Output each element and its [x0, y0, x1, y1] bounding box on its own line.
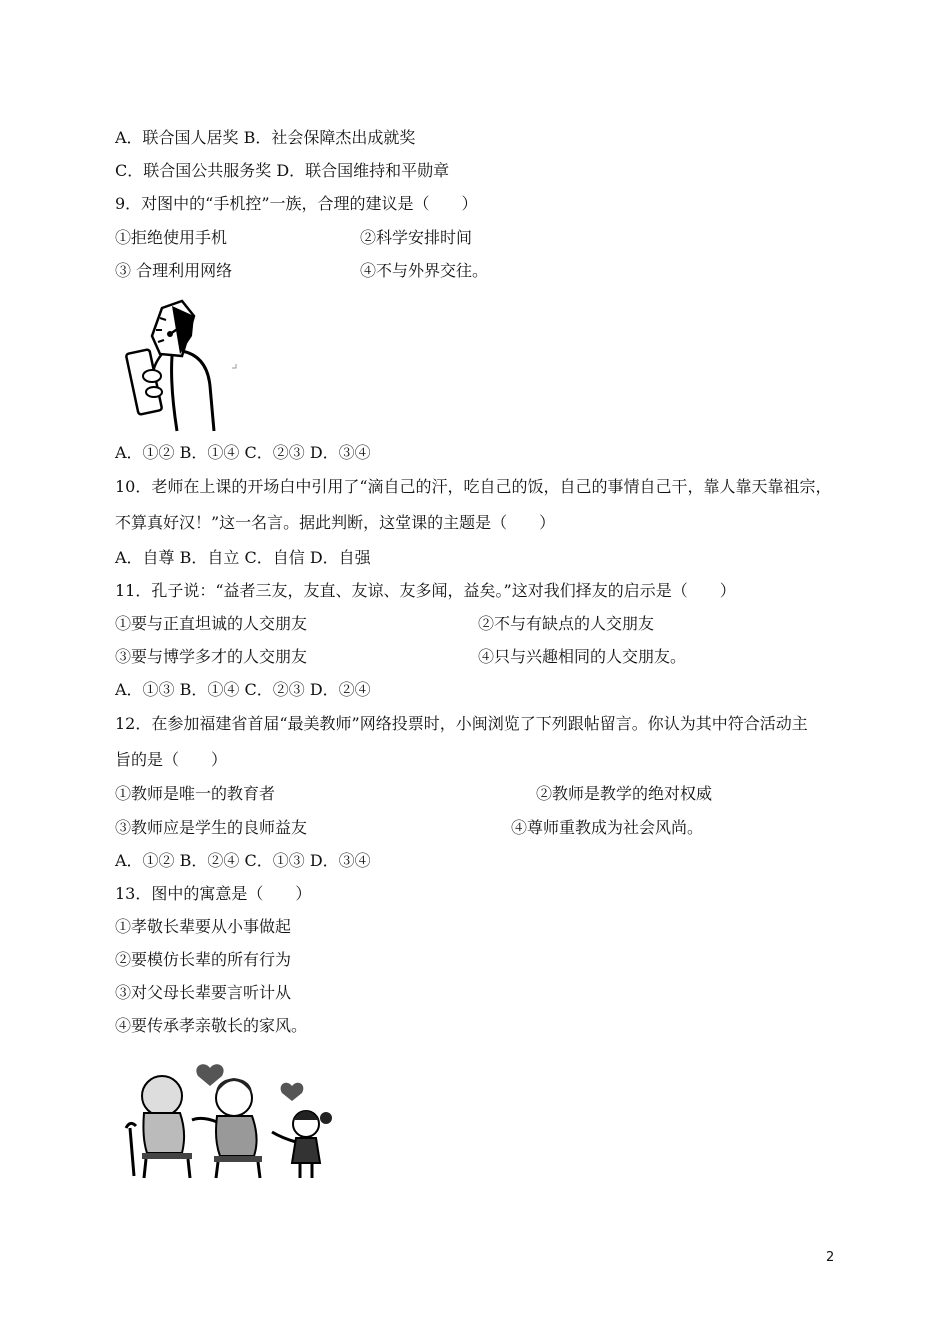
q12-stem-line1: 12．在参加福建省首届“最美教师”网络投票时，小闽浏览了下列跟帖留言。你认为其中符合活动主	[115, 714, 808, 733]
q12-option-1: ①教师是唯一的教育者	[115, 784, 276, 803]
phone-addict-illustration	[122, 296, 242, 436]
q12-answers: A．①② B．②④ C．①③ D．③④	[115, 851, 371, 870]
q10-stem-line1: 10．老师在上课的开场白中引用了“滴自己的汗，吃自己的饭，自己的事情自己干，靠人靠天靠祖宗，	[115, 477, 832, 496]
q12-stem-line2: 旨的是（ ）	[115, 750, 228, 769]
q8-options-line2: C．联合国公共服务奖 D．联合国维持和平勋章	[115, 161, 450, 180]
q8-options-line1: A．联合国人居奖 B．社会保障杰出成就奖	[115, 128, 416, 147]
page-number: 2	[826, 1250, 835, 1265]
q11-option-4: ④只与兴趣相同的人交朋友。	[478, 647, 687, 666]
q13-option-4: ④要传承孝亲敬长的家风。	[115, 1016, 308, 1035]
q9-stem: 9．对图中的“手机控”一族，合理的建议是（ ）	[115, 194, 478, 213]
q10-stem-line2: 不算真好汉！”这一名言。据此判断，这堂课的主题是（ ）	[115, 513, 556, 532]
q11-stem: 11．孔子说：“益者三友，友直、友谅、友多闻，益矣。”这对我们择友的启示是（ ）	[115, 581, 736, 600]
q13-option-2: ②要模仿长辈的所有行为	[115, 950, 292, 969]
q11-option-1: ①要与正直坦诚的人交朋友	[115, 614, 308, 633]
three-generations-illustration	[122, 1058, 352, 1183]
q9-option-4: ④不与外界交往。	[360, 261, 489, 280]
q9-answers: A．①② B．①④ C．②③ D．③④	[115, 443, 371, 462]
q11-option-3: ③要与博学多才的人交朋友	[115, 647, 308, 666]
q11-option-2: ②不与有缺点的人交朋友	[478, 614, 655, 633]
q9-option-1: ①拒绝使用手机	[115, 228, 228, 247]
q9-option-3: ③ 合理利用网络	[115, 261, 233, 280]
q12-option-2: ②教师是教学的绝对权威	[536, 784, 713, 803]
q12-option-4: ④尊师重教成为社会风尚。	[511, 818, 704, 837]
q12-option-3: ③教师应是学生的良师益友	[115, 818, 308, 837]
q11-answers: A．①③ B．①④ C．②③ D．②④	[115, 680, 371, 699]
q10-answers: A．自尊 B．自立 C．自信 D．自强	[115, 548, 371, 567]
q13-option-3: ③对父母长辈要言听计从	[115, 983, 292, 1002]
q13-option-1: ①孝敬长辈要从小事做起	[115, 917, 292, 936]
q13-stem: 13．图中的寓意是（ ）	[115, 884, 312, 903]
q9-option-2: ②科学安排时间	[360, 228, 473, 247]
